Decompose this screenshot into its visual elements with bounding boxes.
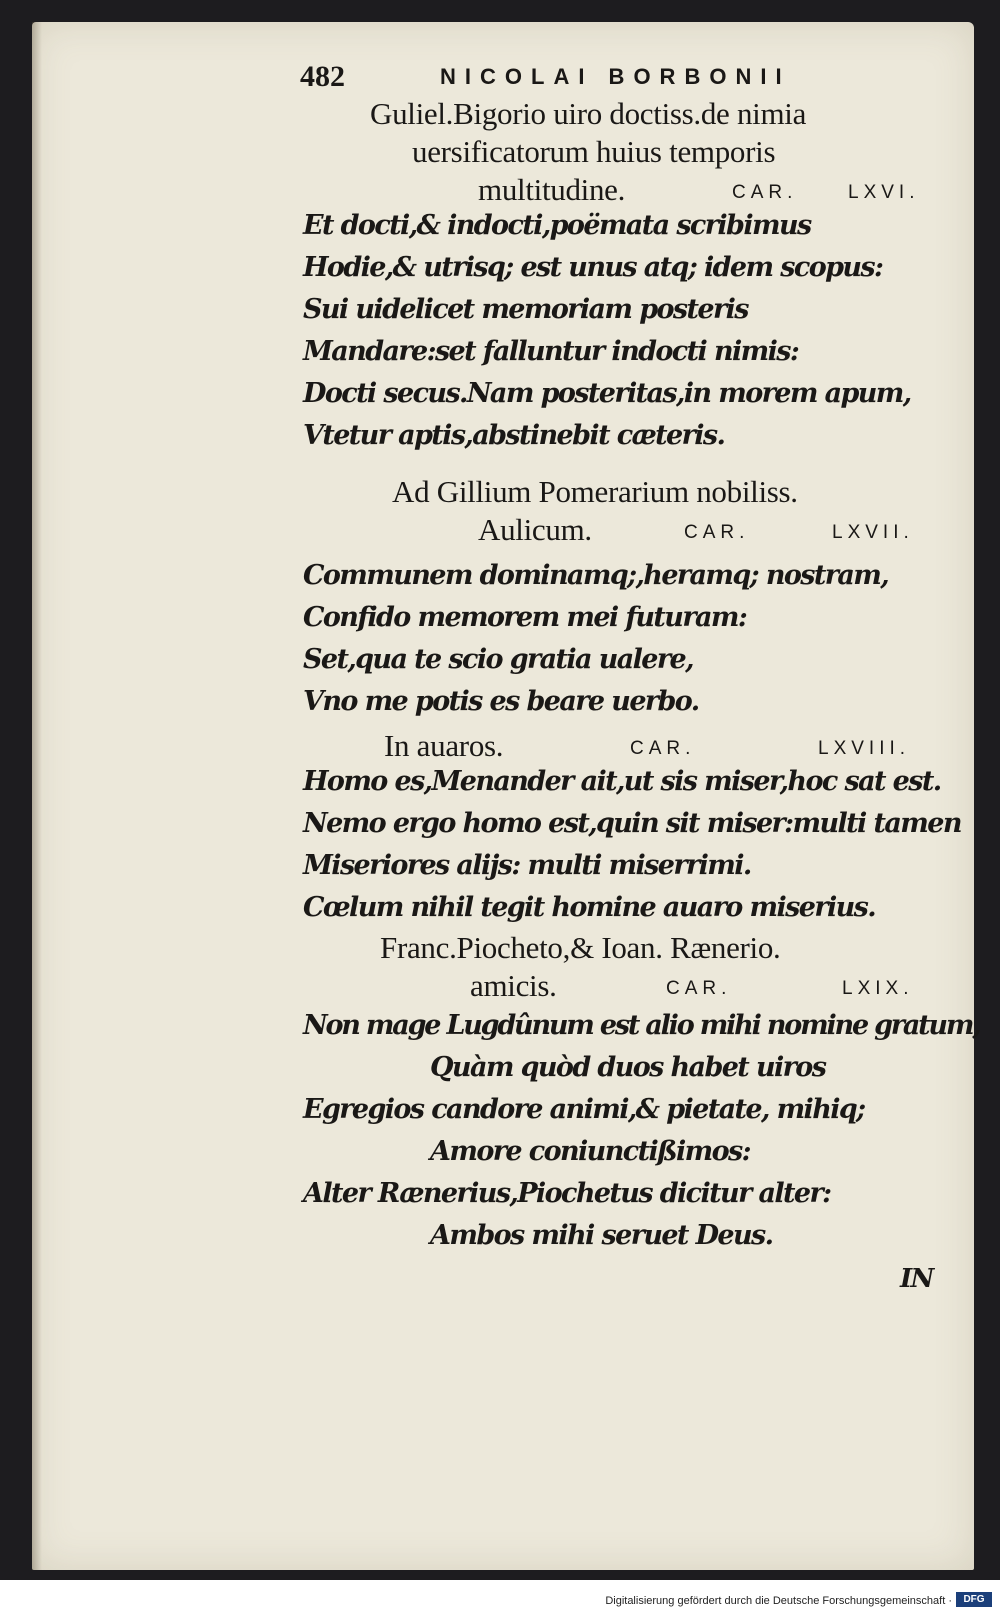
poem-67-line-1: Communem dominamq;,heramq; nostram,	[303, 560, 889, 591]
poem-69-line-5: Alter Rænerius,Piochetus dicitur alter:	[303, 1178, 831, 1209]
poem-68-line-4: Cœlum nihil tegit homine auaro miserius.	[303, 892, 876, 923]
poem-69-heading-line-1: Franc.Piocheto,& Ioan. Rænerio.	[380, 930, 781, 965]
poem-69-line-6: Ambos mihi seruet Deus.	[430, 1220, 773, 1251]
poem-66-line-5: Docti secus.Nam posteritas,in morem apum,	[303, 378, 911, 409]
poem-68-line-2: Nemo ergo homo est,quin sit miser:multi tamen	[303, 808, 961, 839]
poem-67-line-4: Vno me potis es beare uerbo.	[303, 686, 699, 717]
poem-67-line-3: Set,qua te scio gratia ualere,	[303, 644, 693, 675]
poem-66-line-4: Mandare:set falluntur indocti nimis:	[303, 336, 799, 367]
poem-66-heading-line-1: Guliel.Bigorio uiro doctiss.de nimia	[370, 96, 807, 131]
page-number: 482	[300, 60, 345, 93]
poem-69-number: LXIX.	[842, 978, 914, 999]
poem-68-line-1: Homo es,Menander ait,ut sis miser,hoc sat est.	[303, 766, 941, 797]
poem-66-car-label: CAR.	[732, 182, 798, 203]
poem-67-car-label: CAR.	[684, 522, 750, 543]
running-title: NICOLAI BORBONII	[440, 64, 791, 89]
poem-66-heading-line-2: uersificatorum huius temporis	[412, 134, 776, 169]
poem-66-line-2: Hodie,& utrisq; est unus atq; idem scopus:	[303, 252, 883, 283]
dfg-logo: DFG	[956, 1592, 992, 1607]
poem-68-line-3: Miseriores alijs: multi miserrimi.	[303, 850, 751, 881]
poem-69-line-1: Non mage Lugdûnum est alio mihi nomine gratum,	[303, 1010, 980, 1041]
poem-66-line-6: Vtetur aptis,abstinebit cæteris.	[303, 420, 725, 451]
poem-67-number: LXVII.	[832, 522, 914, 543]
poem-69-heading-line-2: amicis.	[470, 968, 557, 1003]
poem-69-car-label: CAR.	[666, 978, 732, 999]
poem-69-line-3: Egregios candore animi,& pietate, mihiq;	[303, 1094, 865, 1125]
poem-67-heading-line-1: Ad Gillium Pomerarium nobiliss.	[392, 474, 798, 509]
poem-66-heading-line-3: multitudine.	[478, 172, 626, 207]
poem-66-line-1: Et docti,& indocti,poëmata scribimus	[303, 210, 811, 241]
poem-69-line-2: Quàm quòd duos habet uiros	[430, 1052, 826, 1083]
catchword: IN	[900, 1264, 933, 1294]
footer-credit: Digitalisierung gefördert durch die Deutsche Forschungsgemeinschaft ·	[605, 1595, 952, 1607]
poem-69-line-4: Amore coniunctißimos:	[430, 1136, 751, 1167]
poem-68-car-label: CAR.	[630, 738, 696, 759]
poem-67-line-2: Confido memorem mei futuram:	[303, 602, 747, 633]
poem-68-heading: In auaros.	[384, 728, 504, 763]
poem-67-heading-line-2: Aulicum.	[478, 512, 592, 547]
page-gutter-shadow	[32, 22, 42, 1570]
poem-66-line-3: Sui uidelicet memoriam posteris	[303, 294, 748, 325]
poem-66-number: LXVI.	[848, 182, 920, 203]
poem-68-number: LXVIII.	[818, 738, 911, 759]
